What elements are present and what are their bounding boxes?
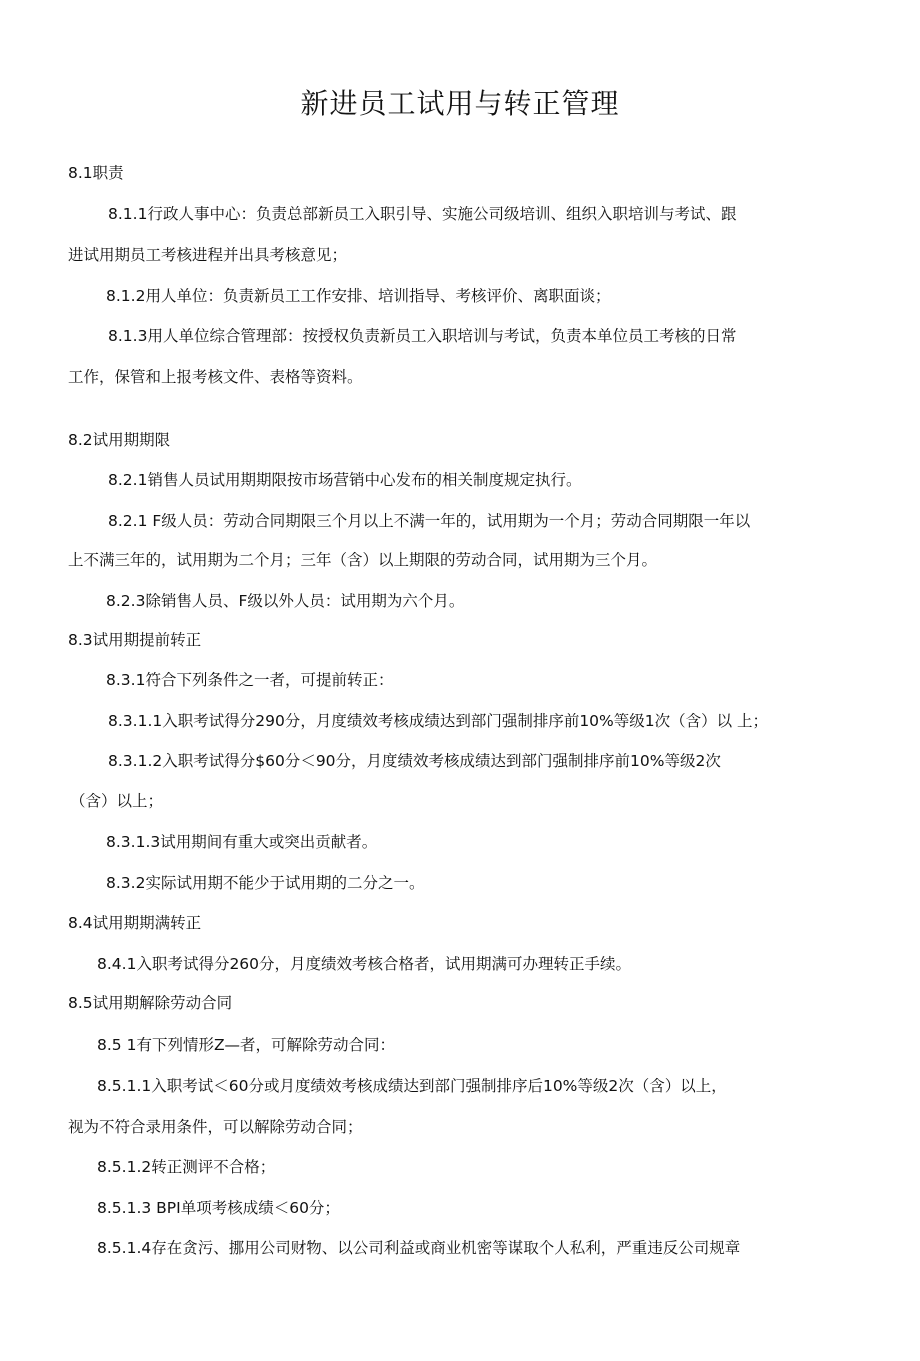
paragraph-line: 8.1.3用人单位综合管理部：按授权负责新员工入职培训与考试，负责本单位员工考核的日常 xyxy=(108,327,737,345)
paragraph-line: 上不满三年的，试用期为二个月；三年（含）以上期限的劳动合同，试用期为三个月。 xyxy=(68,551,658,569)
paragraph-line: 8.4.1入职考试得分260分，月度绩效考核合格者，试用期满可办理转正手续。 xyxy=(97,955,632,973)
paragraph-line: 8.3.1.3试用期间有重大或突出贡献者。 xyxy=(106,833,378,851)
paragraph-line: 8.5.1.3 BPI单项考核成绩＜60分； xyxy=(97,1199,340,1217)
paragraph-line: 进试用期员工考核进程并出具考核意见； xyxy=(68,246,348,264)
heading-8-4: 8.4试用期期满转正 xyxy=(68,914,202,932)
paragraph-line: 8.3.2实际试用期不能少于试用期的二分之一。 xyxy=(106,874,425,892)
heading-8-5: 8.5试用期解除劳动合同 xyxy=(68,994,233,1012)
heading-8-2: 8.2试用期期限 xyxy=(68,431,171,449)
heading-8-1: 8.1职责 xyxy=(68,164,124,182)
paragraph-line: 8.3.1符合下列条件之一者，可提前转正： xyxy=(106,671,394,689)
paragraph-line: 8.2.3除销售人员、F级以外人员：试用期为六个月。 xyxy=(106,592,465,610)
document-title: 新进员工试用与转正管理 xyxy=(300,87,620,120)
paragraph-line: 工作，保管和上报考核文件、表格等资料。 xyxy=(68,368,363,386)
paragraph-line: 8.2.1 F级人员：劳动合同期限三个月以上不满一年的，试用期为一个月；劳动合同期限一年以 xyxy=(108,512,751,530)
paragraph-line: 8.5.1.2转正测评不合格； xyxy=(97,1158,276,1176)
paragraph-line: 8.3.1.1入职考试得分290分，月度绩效考核成绩达到部门强制排序前10%等级1次（含）以 上； xyxy=(108,712,769,730)
paragraph-line: 视为不符合录用条件，可以解除劳动合同； xyxy=(68,1118,363,1136)
paragraph-line: 8.5.1.1入职考试＜60分或月度绩效考核成绩达到部门强制排序后10%等级2次（含）以上， xyxy=(97,1077,727,1095)
paragraph-line: 8.2.1销售人员试用期期限按市场营销中心发布的相关制度规定执行。 xyxy=(108,471,582,489)
paragraph-line: （含）以上； xyxy=(70,792,164,810)
paragraph-line: 8.3.1.2入职考试得分$60分＜90分，月度绩效考核成绩达到部门强制排序前10%等级2次 xyxy=(108,752,721,770)
paragraph-line: 8.5.1.4存在贪污、挪用公司财物、以公司利益或商业机密等谋取个人私利，严重违反公司规章 xyxy=(97,1239,741,1257)
paragraph-line: 8.5 1有下列情形Z—者，可解除劳动合同： xyxy=(97,1036,396,1054)
paragraph-line: 8.1.2用人单位：负责新员工工作安排、培训指导、考核评价、离职面谈； xyxy=(106,287,611,305)
heading-8-3: 8.3试用期提前转正 xyxy=(68,631,202,649)
paragraph-line: 8.1.1行政人事中心：负责总部新员工入职引导、实施公司级培训、组织入职培训与考试、跟 xyxy=(108,205,737,223)
